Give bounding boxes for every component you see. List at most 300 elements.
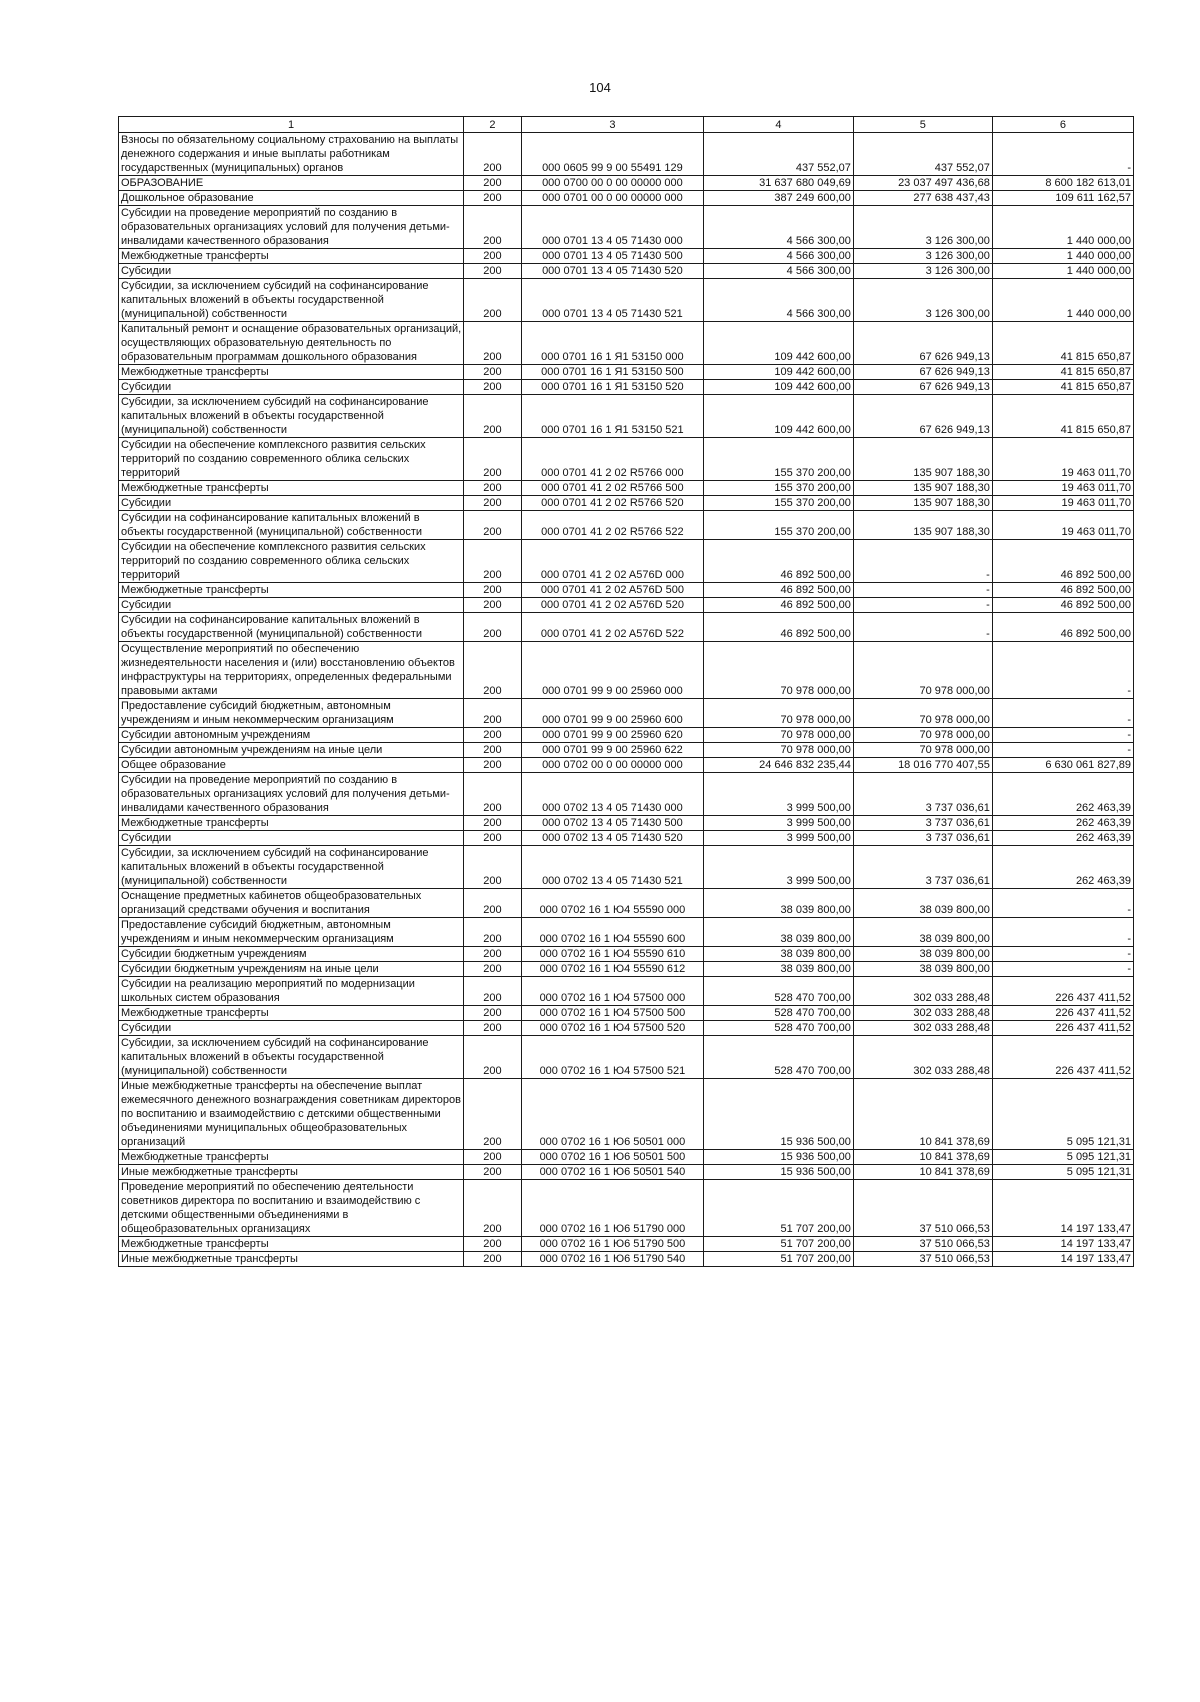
row-code-cell: 200 (464, 1079, 522, 1150)
row-kbk-cell: 000 0702 16 1 Ю4 55590 000 (521, 889, 703, 918)
row-col6-cell: 262 463,39 (992, 816, 1133, 831)
row-name-cell: Иные межбюджетные трансферты на обеспечение выплат ежемесячного денежного вознаграждения советникам директоров по воспитанию и взаимодействию с детскими общественными объединениями муниципальных общеобразовательных организаций (119, 1079, 464, 1150)
row-code-cell: 200 (464, 496, 522, 511)
row-code-cell: 200 (464, 977, 522, 1006)
table-row (119, 206, 1134, 249)
row-kbk-cell: 000 0702 16 1 Ю6 51790 500 (521, 1237, 703, 1252)
row-name-cell: Дошкольное образование (119, 191, 464, 206)
row-col6-cell: 5 095 121,31 (992, 1165, 1133, 1180)
column-header-6: 6 (992, 117, 1133, 133)
row-col4-cell: 38 039 800,00 (704, 918, 854, 947)
row-code-cell: 200 (464, 773, 522, 816)
row-kbk-cell: 000 0701 41 2 02 A576D 520 (521, 598, 703, 613)
row-col5-cell: 3 126 300,00 (853, 249, 992, 264)
row-col6-cell: - (992, 728, 1133, 743)
row-col5-cell: - (853, 598, 992, 613)
row-name-cell: Субсидии, за исключением субсидий на софинансирование капитальных вложений в объекты государственной (муниципальной) собственности (119, 279, 464, 322)
row-code-cell: 200 (464, 1006, 522, 1021)
table-row (119, 540, 1134, 583)
row-col5-cell: 3 126 300,00 (853, 206, 992, 249)
column-number-row (119, 117, 1134, 133)
row-name-cell: Взносы по обязательному социальному страхованию на выплаты денежного содержания и иные выплаты работникам государственных (муниципальных) органов (119, 133, 464, 176)
row-name-cell: Субсидии (119, 831, 464, 846)
row-col6-cell: 226 437 411,52 (992, 1036, 1133, 1079)
row-col6-cell: - (992, 133, 1133, 176)
row-name-cell: Осуществление мероприятий по обеспечению жизнедеятельности населения и (или) восстановлению объектов инфраструктуры на территориях, определенных федеральными правовыми актами (119, 642, 464, 699)
row-col6-cell: 41 815 650,87 (992, 380, 1133, 395)
row-col4-cell: 4 566 300,00 (704, 249, 854, 264)
row-col6-cell: 19 463 011,70 (992, 438, 1133, 481)
row-col6-cell: - (992, 918, 1133, 947)
row-code-cell: 200 (464, 831, 522, 846)
row-col5-cell: - (853, 613, 992, 642)
table-row (119, 191, 1134, 206)
row-name-cell: Субсидии (119, 598, 464, 613)
row-kbk-cell: 000 0702 16 1 Ю6 50501 500 (521, 1150, 703, 1165)
row-col5-cell: 3 737 036,61 (853, 831, 992, 846)
row-col6-cell: 1 440 000,00 (992, 249, 1133, 264)
row-col5-cell: 37 510 066,53 (853, 1180, 992, 1237)
row-code-cell: 200 (464, 191, 522, 206)
table-row (119, 1079, 1134, 1150)
row-code-cell: 200 (464, 1036, 522, 1079)
row-name-cell: Предоставление субсидий бюджетным, автономным учреждениям и иным некоммерческим организациям (119, 699, 464, 728)
row-kbk-cell: 000 0701 41 2 02 R5766 000 (521, 438, 703, 481)
table-row (119, 947, 1134, 962)
row-code-cell: 200 (464, 249, 522, 264)
row-code-cell: 200 (464, 206, 522, 249)
table-row (119, 831, 1134, 846)
row-col6-cell: 226 437 411,52 (992, 1006, 1133, 1021)
row-col4-cell: 528 470 700,00 (704, 1021, 854, 1036)
row-kbk-cell: 000 0701 41 2 02 A576D 000 (521, 540, 703, 583)
row-col6-cell: 262 463,39 (992, 773, 1133, 816)
table-row (119, 613, 1134, 642)
row-name-cell: Субсидии бюджетным учреждениям (119, 947, 464, 962)
row-kbk-cell: 000 0701 13 4 05 71430 520 (521, 264, 703, 279)
row-col5-cell: 38 039 800,00 (853, 962, 992, 977)
row-code-cell: 200 (464, 395, 522, 438)
row-name-cell: Субсидии на реализацию мероприятий по модернизации школьных систем образования (119, 977, 464, 1006)
row-col4-cell: 38 039 800,00 (704, 962, 854, 977)
row-name-cell: Субсидии, за исключением субсидий на софинансирование капитальных вложений в объекты государственной (муниципальной) собственности (119, 846, 464, 889)
row-col5-cell: 302 033 288,48 (853, 1006, 992, 1021)
row-col5-cell: 302 033 288,48 (853, 977, 992, 1006)
row-col5-cell: 3 126 300,00 (853, 279, 992, 322)
row-kbk-cell: 000 0700 00 0 00 00000 000 (521, 176, 703, 191)
row-code-cell: 200 (464, 642, 522, 699)
row-col4-cell: 70 978 000,00 (704, 743, 854, 758)
row-col6-cell: 41 815 650,87 (992, 395, 1133, 438)
row-name-cell: Субсидии (119, 496, 464, 511)
row-code-cell: 200 (464, 1165, 522, 1180)
row-col4-cell: 4 566 300,00 (704, 279, 854, 322)
row-code-cell: 200 (464, 322, 522, 365)
table-row (119, 728, 1134, 743)
row-kbk-cell: 000 0702 13 4 05 71430 520 (521, 831, 703, 846)
row-col4-cell: 528 470 700,00 (704, 977, 854, 1006)
row-code-cell: 200 (464, 511, 522, 540)
row-col6-cell: 41 815 650,87 (992, 322, 1133, 365)
row-col5-cell: 135 907 188,30 (853, 496, 992, 511)
row-code-cell: 200 (464, 380, 522, 395)
table-row (119, 773, 1134, 816)
row-col6-cell: 1 440 000,00 (992, 206, 1133, 249)
row-col5-cell: - (853, 583, 992, 598)
table-row (119, 583, 1134, 598)
row-col5-cell: 135 907 188,30 (853, 511, 992, 540)
row-kbk-cell: 000 0701 16 1 Я1 53150 521 (521, 395, 703, 438)
row-code-cell: 200 (464, 743, 522, 758)
column-header-2: 2 (464, 117, 522, 133)
row-col4-cell: 46 892 500,00 (704, 583, 854, 598)
row-col6-cell: 46 892 500,00 (992, 540, 1133, 583)
row-col6-cell: 14 197 133,47 (992, 1180, 1133, 1237)
row-col4-cell: 155 370 200,00 (704, 438, 854, 481)
row-kbk-cell: 000 0702 16 1 Ю4 57500 500 (521, 1006, 703, 1021)
row-col5-cell: 302 033 288,48 (853, 1036, 992, 1079)
row-col5-cell: 23 037 497 436,68 (853, 176, 992, 191)
row-name-cell: Иные межбюджетные трансферты (119, 1165, 464, 1180)
row-col6-cell: 262 463,39 (992, 831, 1133, 846)
row-col6-cell: 46 892 500,00 (992, 583, 1133, 598)
row-col6-cell: 46 892 500,00 (992, 598, 1133, 613)
row-col6-cell: 226 437 411,52 (992, 1021, 1133, 1036)
row-col4-cell: 38 039 800,00 (704, 889, 854, 918)
row-col5-cell: 10 841 378,69 (853, 1150, 992, 1165)
row-kbk-cell: 000 0701 99 9 00 25960 600 (521, 699, 703, 728)
row-col4-cell: 109 442 600,00 (704, 380, 854, 395)
row-col4-cell: 3 999 500,00 (704, 773, 854, 816)
row-name-cell: Межбюджетные трансферты (119, 481, 464, 496)
row-name-cell: Субсидии (119, 264, 464, 279)
row-code-cell: 200 (464, 918, 522, 947)
row-col5-cell: 437 552,07 (853, 133, 992, 176)
row-col6-cell: - (992, 743, 1133, 758)
row-col5-cell: 38 039 800,00 (853, 918, 992, 947)
row-col6-cell: 226 437 411,52 (992, 977, 1133, 1006)
row-col5-cell: 3 126 300,00 (853, 264, 992, 279)
row-col5-cell: 37 510 066,53 (853, 1237, 992, 1252)
row-col6-cell: 1 440 000,00 (992, 279, 1133, 322)
row-code-cell: 200 (464, 846, 522, 889)
row-col4-cell: 51 707 200,00 (704, 1252, 854, 1267)
row-code-cell: 200 (464, 962, 522, 977)
row-code-cell: 200 (464, 1252, 522, 1267)
row-col6-cell: - (992, 642, 1133, 699)
row-col4-cell: 437 552,07 (704, 133, 854, 176)
column-header-4: 4 (704, 117, 854, 133)
row-kbk-cell: 000 0702 16 1 Ю4 57500 521 (521, 1036, 703, 1079)
row-code-cell: 200 (464, 264, 522, 279)
row-name-cell: Межбюджетные трансферты (119, 816, 464, 831)
table-row (119, 816, 1134, 831)
row-code-cell: 200 (464, 889, 522, 918)
row-col5-cell: 67 626 949,13 (853, 395, 992, 438)
table-row (119, 1252, 1134, 1267)
row-col6-cell: 6 630 061 827,89 (992, 758, 1133, 773)
table-row (119, 481, 1134, 496)
row-col6-cell: 19 463 011,70 (992, 481, 1133, 496)
table-row (119, 1021, 1134, 1036)
row-code-cell: 200 (464, 279, 522, 322)
row-kbk-cell: 000 0702 16 1 Ю4 55590 600 (521, 918, 703, 947)
row-col4-cell: 155 370 200,00 (704, 481, 854, 496)
row-col5-cell: 37 510 066,53 (853, 1252, 992, 1267)
row-col4-cell: 15 936 500,00 (704, 1165, 854, 1180)
row-kbk-cell: 000 0702 16 1 Ю4 57500 520 (521, 1021, 703, 1036)
row-name-cell: Субсидии на софинансирование капитальных вложений в объекты государственной (муниципальной) собственности (119, 511, 464, 540)
table-row (119, 249, 1134, 264)
row-col6-cell: 14 197 133,47 (992, 1252, 1133, 1267)
row-kbk-cell: 000 0702 16 1 Ю6 51790 540 (521, 1252, 703, 1267)
row-kbk-cell: 000 0702 13 4 05 71430 000 (521, 773, 703, 816)
row-name-cell: Капитальный ремонт и оснащение образовательных организаций, осуществляющих образовательную деятельность по образовательным программам дошкольного образования (119, 322, 464, 365)
row-kbk-cell: 000 0701 41 2 02 R5766 500 (521, 481, 703, 496)
row-kbk-cell: 000 0702 16 1 Ю6 51790 000 (521, 1180, 703, 1237)
row-name-cell: Межбюджетные трансферты (119, 1006, 464, 1021)
row-kbk-cell: 000 0701 16 1 Я1 53150 520 (521, 380, 703, 395)
row-name-cell: Предоставление субсидий бюджетным, автономным учреждениям и иным некоммерческим организациям (119, 918, 464, 947)
row-name-cell: Субсидии, за исключением субсидий на софинансирование капитальных вложений в объекты государственной (муниципальной) собственности (119, 395, 464, 438)
row-col4-cell: 4 566 300,00 (704, 264, 854, 279)
row-code-cell: 200 (464, 1150, 522, 1165)
row-kbk-cell: 000 0702 13 4 05 71430 500 (521, 816, 703, 831)
row-col4-cell: 46 892 500,00 (704, 613, 854, 642)
row-col5-cell: 10 841 378,69 (853, 1079, 992, 1150)
row-name-cell: Иные межбюджетные трансферты (119, 1252, 464, 1267)
table-row (119, 438, 1134, 481)
row-col4-cell: 70 978 000,00 (704, 728, 854, 743)
table-row (119, 758, 1134, 773)
table-row (119, 699, 1134, 728)
row-col4-cell: 15 936 500,00 (704, 1150, 854, 1165)
table-row (119, 380, 1134, 395)
row-name-cell: Субсидии автономным учреждениям (119, 728, 464, 743)
row-col5-cell: 3 737 036,61 (853, 773, 992, 816)
row-col6-cell: 19 463 011,70 (992, 511, 1133, 540)
row-col5-cell: 38 039 800,00 (853, 947, 992, 962)
row-code-cell: 200 (464, 758, 522, 773)
table-row (119, 496, 1134, 511)
row-kbk-cell: 000 0702 13 4 05 71430 521 (521, 846, 703, 889)
row-col6-cell: 14 197 133,47 (992, 1237, 1133, 1252)
table-body (119, 133, 1134, 1267)
table-row (119, 1036, 1134, 1079)
row-kbk-cell: 000 0701 99 9 00 25960 000 (521, 642, 703, 699)
row-kbk-cell: 000 0701 99 9 00 25960 622 (521, 743, 703, 758)
row-code-cell: 200 (464, 1180, 522, 1237)
table-row (119, 176, 1134, 191)
row-col6-cell: - (992, 889, 1133, 918)
row-kbk-cell: 000 0702 16 1 Ю4 55590 612 (521, 962, 703, 977)
row-col4-cell: 4 566 300,00 (704, 206, 854, 249)
row-col5-cell: 3 737 036,61 (853, 816, 992, 831)
table-row (119, 133, 1134, 176)
row-col5-cell: 67 626 949,13 (853, 380, 992, 395)
table-row (119, 642, 1134, 699)
row-name-cell: Субсидии, за исключением субсидий на софинансирование капитальных вложений в объекты государственной (муниципальной) собственности (119, 1036, 464, 1079)
row-col6-cell: 1 440 000,00 (992, 264, 1133, 279)
row-code-cell: 200 (464, 1021, 522, 1036)
row-col4-cell: 38 039 800,00 (704, 947, 854, 962)
row-col5-cell: 3 737 036,61 (853, 846, 992, 889)
table-row (119, 1237, 1134, 1252)
row-code-cell: 200 (464, 598, 522, 613)
row-code-cell: 200 (464, 540, 522, 583)
row-kbk-cell: 000 0701 13 4 05 71430 000 (521, 206, 703, 249)
row-name-cell: Межбюджетные трансферты (119, 1237, 464, 1252)
row-kbk-cell: 000 0701 13 4 05 71430 521 (521, 279, 703, 322)
table-row (119, 962, 1134, 977)
row-col5-cell: 38 039 800,00 (853, 889, 992, 918)
row-col5-cell: 67 626 949,13 (853, 365, 992, 380)
row-kbk-cell: 000 0701 13 4 05 71430 500 (521, 249, 703, 264)
table-row (119, 743, 1134, 758)
row-name-cell: Оснащение предметных кабинетов общеобразовательных организаций средствами обучения и воспитания (119, 889, 464, 918)
row-kbk-cell: 000 0701 16 1 Я1 53150 500 (521, 365, 703, 380)
row-col5-cell: - (853, 540, 992, 583)
row-code-cell: 200 (464, 699, 522, 728)
row-name-cell: ОБРАЗОВАНИЕ (119, 176, 464, 191)
row-col4-cell: 51 707 200,00 (704, 1180, 854, 1237)
table-row (119, 395, 1134, 438)
row-col6-cell: - (992, 947, 1133, 962)
row-code-cell: 200 (464, 176, 522, 191)
row-col4-cell: 46 892 500,00 (704, 540, 854, 583)
row-kbk-cell: 000 0702 16 1 Ю4 57500 000 (521, 977, 703, 1006)
row-kbk-cell: 000 0701 16 1 Я1 53150 000 (521, 322, 703, 365)
row-col4-cell: 3 999 500,00 (704, 846, 854, 889)
row-name-cell: Субсидии автономным учреждениям на иные цели (119, 743, 464, 758)
row-code-cell: 200 (464, 728, 522, 743)
row-col5-cell: 70 978 000,00 (853, 699, 992, 728)
page-number: 104 (589, 80, 611, 95)
row-col5-cell: 18 016 770 407,55 (853, 758, 992, 773)
row-col4-cell: 109 442 600,00 (704, 395, 854, 438)
table-row (119, 279, 1134, 322)
table-row (119, 889, 1134, 918)
row-name-cell: Субсидии на проведение мероприятий по созданию в образовательных организациях условий для получения детьми-инвалидами качественного образования (119, 206, 464, 249)
row-col5-cell: 277 638 437,43 (853, 191, 992, 206)
row-name-cell: Межбюджетные трансферты (119, 1150, 464, 1165)
row-col4-cell: 15 936 500,00 (704, 1079, 854, 1150)
row-code-cell: 200 (464, 613, 522, 642)
row-col4-cell: 24 646 832 235,44 (704, 758, 854, 773)
table-row (119, 511, 1134, 540)
row-code-cell: 200 (464, 583, 522, 598)
row-kbk-cell: 000 0701 41 2 02 R5766 520 (521, 496, 703, 511)
row-col5-cell: 135 907 188,30 (853, 438, 992, 481)
table-row (119, 1006, 1134, 1021)
row-col4-cell: 31 637 680 049,69 (704, 176, 854, 191)
row-col4-cell: 51 707 200,00 (704, 1237, 854, 1252)
column-header-1: 1 (119, 117, 464, 133)
row-name-cell: Субсидии на обеспечение комплексного развития сельских территорий по созданию современного облика сельских территорий (119, 438, 464, 481)
row-col6-cell: 109 611 162,57 (992, 191, 1133, 206)
row-name-cell: Межбюджетные трансферты (119, 249, 464, 264)
row-col5-cell: 70 978 000,00 (853, 743, 992, 758)
row-col6-cell: 19 463 011,70 (992, 496, 1133, 511)
row-col6-cell: - (992, 962, 1133, 977)
row-col6-cell: - (992, 699, 1133, 728)
row-kbk-cell: 000 0701 41 2 02 A576D 522 (521, 613, 703, 642)
row-name-cell: Субсидии (119, 380, 464, 395)
row-col5-cell: 10 841 378,69 (853, 1165, 992, 1180)
table-row (119, 1150, 1134, 1165)
table-row (119, 1165, 1134, 1180)
row-col4-cell: 155 370 200,00 (704, 511, 854, 540)
row-name-cell: Межбюджетные трансферты (119, 583, 464, 598)
row-col5-cell: 67 626 949,13 (853, 322, 992, 365)
row-code-cell: 200 (464, 133, 522, 176)
table-row (119, 264, 1134, 279)
row-name-cell: Субсидии (119, 1021, 464, 1036)
row-kbk-cell: 000 0701 99 9 00 25960 620 (521, 728, 703, 743)
row-col4-cell: 528 470 700,00 (704, 1036, 854, 1079)
row-col5-cell: 70 978 000,00 (853, 728, 992, 743)
row-col4-cell: 3 999 500,00 (704, 831, 854, 846)
column-header-5: 5 (853, 117, 992, 133)
table-row (119, 918, 1134, 947)
row-col6-cell: 5 095 121,31 (992, 1079, 1133, 1150)
table-row (119, 322, 1134, 365)
table-row (119, 1180, 1134, 1237)
row-code-cell: 200 (464, 1237, 522, 1252)
row-col4-cell: 155 370 200,00 (704, 496, 854, 511)
row-col5-cell: 135 907 188,30 (853, 481, 992, 496)
row-name-cell: Общее образование (119, 758, 464, 773)
table-row (119, 977, 1134, 1006)
row-kbk-cell: 000 0605 99 9 00 55491 129 (521, 133, 703, 176)
row-name-cell: Субсидии на софинансирование капитальных вложений в объекты государственной (муниципальной) собственности (119, 613, 464, 642)
row-col4-cell: 109 442 600,00 (704, 365, 854, 380)
row-kbk-cell: 000 0702 16 1 Ю6 50501 540 (521, 1165, 703, 1180)
row-col4-cell: 70 978 000,00 (704, 642, 854, 699)
row-code-cell: 200 (464, 947, 522, 962)
row-kbk-cell: 000 0701 00 0 00 00000 000 (521, 191, 703, 206)
row-name-cell: Субсидии на обеспечение комплексного развития сельских территорий по созданию современного облика сельских территорий (119, 540, 464, 583)
row-code-cell: 200 (464, 365, 522, 380)
row-col6-cell: 5 095 121,31 (992, 1150, 1133, 1165)
row-code-cell: 200 (464, 816, 522, 831)
table-row (119, 365, 1134, 380)
row-col4-cell: 387 249 600,00 (704, 191, 854, 206)
row-col4-cell: 3 999 500,00 (704, 816, 854, 831)
row-col4-cell: 70 978 000,00 (704, 699, 854, 728)
row-kbk-cell: 000 0702 16 1 Ю4 55590 610 (521, 947, 703, 962)
row-name-cell: Проведение мероприятий по обеспечению деятельности советников директора по воспитанию и взаимодействию с детскими общественными объединениями в общеобразовательных организациях (119, 1180, 464, 1237)
row-name-cell: Субсидии на проведение мероприятий по созданию в образовательных организациях условий для получения детьми-инвалидами качественного образования (119, 773, 464, 816)
row-kbk-cell: 000 0701 41 2 02 R5766 522 (521, 511, 703, 540)
row-col6-cell: 262 463,39 (992, 846, 1133, 889)
budget-table (118, 116, 1134, 1267)
row-kbk-cell: 000 0701 41 2 02 A576D 500 (521, 583, 703, 598)
row-kbk-cell: 000 0702 00 0 00 00000 000 (521, 758, 703, 773)
row-code-cell: 200 (464, 438, 522, 481)
row-col6-cell: 41 815 650,87 (992, 365, 1133, 380)
table-row (119, 598, 1134, 613)
row-col4-cell: 109 442 600,00 (704, 322, 854, 365)
table-row (119, 846, 1134, 889)
row-col6-cell: 46 892 500,00 (992, 613, 1133, 642)
row-col4-cell: 528 470 700,00 (704, 1006, 854, 1021)
row-col5-cell: 70 978 000,00 (853, 642, 992, 699)
row-name-cell: Межбюджетные трансферты (119, 365, 464, 380)
row-col6-cell: 8 600 182 613,01 (992, 176, 1133, 191)
column-header-3: 3 (521, 117, 703, 133)
row-code-cell: 200 (464, 481, 522, 496)
